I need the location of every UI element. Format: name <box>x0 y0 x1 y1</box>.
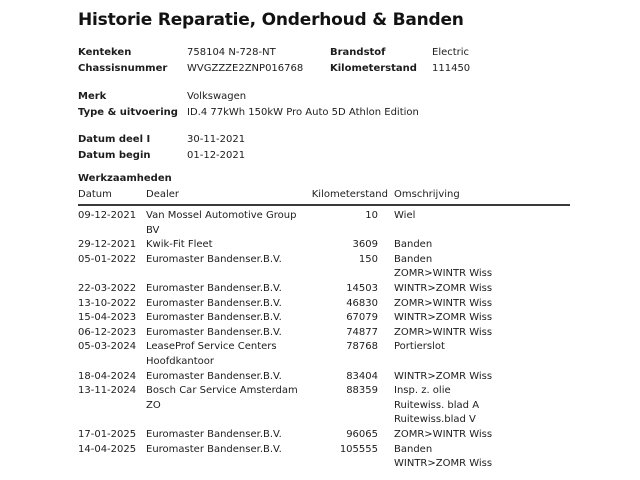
cell-kilometerstand-line: 3609 <box>352 239 378 251</box>
vehicle-id-section <box>78 45 630 76</box>
column-header-omschrijving: Omschrijving <box>394 189 460 200</box>
cell-dealer-line: Van Mossel Automotive Group BV <box>146 210 297 236</box>
table-row <box>78 253 570 282</box>
cell-omschrijving <box>388 428 570 443</box>
cell-kilometerstand-line: 14503 <box>346 282 378 294</box>
cell-datum <box>78 428 146 443</box>
cell-omschrijving-line: ZOMR>WINTR Wiss <box>394 326 493 338</box>
cell-dealer <box>146 238 310 253</box>
cell-datum-line: 05-03-2024 <box>78 341 137 353</box>
cell-omschrijving <box>388 209 570 238</box>
merk-value: Volkswagen <box>187 91 247 102</box>
cell-kilometerstand-line: 83404 <box>346 370 378 382</box>
cell-omschrijving-line: WINTR>ZOMR Wiss <box>394 312 493 324</box>
cell-datum-line: 13-11-2024 <box>78 385 137 397</box>
cell-datum <box>78 370 146 385</box>
type-uitvoering-value: ID.4 77kWh 150kW Pro Auto 5D Athlon Edition <box>187 106 419 118</box>
cell-datum <box>78 340 146 369</box>
werkzaamheden-table <box>78 188 570 472</box>
cell-dealer-line: Euromaster Bandenser.B.V. <box>146 312 282 324</box>
cell-datum-line: 15-04-2023 <box>78 312 137 324</box>
cell-omschrijving <box>388 297 570 312</box>
table-row <box>78 282 570 297</box>
cell-dealer-line: Euromaster Bandenser.B.V. <box>146 297 282 309</box>
cell-dealer-line: Euromaster Bandenser.B.V. <box>146 428 282 440</box>
cell-dealer-line: Euromaster Bandenser.B.V. <box>146 326 282 338</box>
cell-datum <box>78 253 146 282</box>
cell-dealer <box>146 209 310 238</box>
cell-dealer <box>146 370 310 385</box>
cell-kilometerstand-line: 96065 <box>346 428 378 440</box>
table-row <box>78 340 570 369</box>
cell-omschrijving-line: WINTR>ZOMR Wiss <box>394 370 493 382</box>
cell-dealer-line: Bosch Car Service Amsterdam ZO <box>146 385 298 411</box>
cell-omschrijving <box>388 384 570 428</box>
cell-datum <box>78 326 146 341</box>
kenteken-value: 758104 N-728-NT <box>187 47 276 58</box>
cell-omschrijving-line: WINTR>ZOMR Wiss <box>394 282 493 294</box>
merk-label: Merk <box>78 91 107 102</box>
cell-omschrijving <box>388 238 570 253</box>
cell-dealer <box>146 340 310 369</box>
cell-dealer <box>146 326 310 341</box>
cell-dealer-line: Kwik-Fit Fleet <box>146 239 213 251</box>
cell-omschrijving <box>388 282 570 297</box>
table-row <box>78 311 570 326</box>
cell-kilometerstand-line: 10 <box>365 210 378 221</box>
cell-omschrijving <box>388 311 570 326</box>
cell-dealer <box>146 428 310 443</box>
cell-omschrijving-line: Banden <box>394 239 433 251</box>
cell-dealer <box>146 443 310 472</box>
cell-omschrijving-line: Banden <box>394 443 433 455</box>
table-rows <box>78 206 570 472</box>
brandstof-value: Electric <box>432 47 470 58</box>
cell-omschrijving-line: Wiel <box>394 210 416 221</box>
cell-dealer <box>146 384 310 428</box>
kilometerstand-value: 111450 <box>432 62 471 74</box>
cell-kilometerstand-line: 88359 <box>346 385 378 397</box>
cell-datum <box>78 384 146 428</box>
table-row <box>78 297 570 312</box>
table-row <box>78 209 570 238</box>
datum-deel1-value: 30-11-2021 <box>187 134 246 145</box>
cell-omschrijving-line: ZOMR>WINTR Wiss <box>394 297 493 309</box>
cell-kilometerstand-line: 78768 <box>346 341 378 353</box>
cell-datum-line: 29-12-2021 <box>78 239 137 251</box>
table-row <box>78 428 570 443</box>
cell-omschrijving-line: Portierslot <box>394 341 445 353</box>
cell-kilometerstand <box>310 384 388 428</box>
cell-dealer-line: LeaseProf Service Centers <box>146 341 277 353</box>
cell-omschrijving-line: WINTR>ZOMR Wiss <box>394 458 493 470</box>
cell-kilometerstand <box>310 428 388 443</box>
cell-kilometerstand-line: 150 <box>358 253 378 265</box>
cell-datum <box>78 297 146 312</box>
cell-kilometerstand <box>310 340 388 369</box>
cell-datum-line: 05-01-2022 <box>78 253 137 265</box>
column-header-dealer: Dealer <box>146 189 180 200</box>
cell-kilometerstand-line: 46830 <box>346 297 378 309</box>
cell-datum-line: 18-04-2024 <box>78 370 137 382</box>
cell-omschrijving <box>388 340 570 369</box>
cell-dealer-line: Euromaster Bandenser.B.V. <box>146 370 282 382</box>
cell-kilometerstand <box>310 443 388 472</box>
cell-datum-line: 06-12-2023 <box>78 326 137 338</box>
cell-kilometerstand-line: 74877 <box>346 326 378 338</box>
cell-datum <box>78 443 146 472</box>
column-header-kilometerstand: Kilometerstand <box>311 189 388 200</box>
datum-deel1-label: Datum deel I <box>78 134 151 145</box>
cell-datum-line: 09-12-2021 <box>78 210 137 221</box>
table-row <box>78 326 570 341</box>
chassisnummer-value: WVGZZZE2ZNP016768 <box>187 62 304 74</box>
cell-kilometerstand <box>310 253 388 282</box>
cell-kilometerstand <box>310 326 388 341</box>
cell-dealer-line: Euromaster Bandenser.B.V. <box>146 443 282 455</box>
table-row <box>78 384 570 428</box>
cell-datum-line: 17-01-2025 <box>78 428 137 440</box>
brandstof-label: Brandstof <box>330 47 386 58</box>
page-title: Historie Reparatie, Onderhoud & Banden <box>78 10 464 30</box>
table-row <box>78 443 570 472</box>
table-row <box>78 238 570 253</box>
cell-kilometerstand <box>310 282 388 297</box>
cell-omschrijving <box>388 326 570 341</box>
cell-dealer-line: Euromaster Bandenser.B.V. <box>146 282 282 294</box>
cell-omschrijving-line: Insp. z. olie <box>394 385 451 397</box>
cell-datum <box>78 209 146 238</box>
kilometerstand-label: Kilometerstand <box>330 62 417 74</box>
cell-omschrijving <box>388 370 570 385</box>
cell-omschrijving-line: ZOMR>WINTR Wiss <box>394 268 493 280</box>
datum-begin-label: Datum begin <box>78 149 151 161</box>
cell-omschrijving-line: ZOMR>WINTR Wiss <box>394 428 493 440</box>
column-header-datum: Datum <box>78 189 112 200</box>
cell-kilometerstand <box>310 209 388 238</box>
cell-datum-line: 14-04-2025 <box>78 443 137 455</box>
werkzaamheden-section-title: Werkzaamheden <box>78 173 172 184</box>
cell-dealer-line: Hoofdkantoor <box>146 355 214 367</box>
cell-dealer <box>146 311 310 326</box>
cell-dealer <box>146 297 310 312</box>
cell-datum-line: 13-10-2022 <box>78 297 137 309</box>
cell-omschrijving <box>388 443 570 472</box>
cell-kilometerstand-line: 67079 <box>346 312 378 324</box>
datum-begin-value: 01-12-2021 <box>187 149 246 161</box>
chassisnummer-label: Chassisnummer <box>78 62 168 74</box>
cell-dealer <box>146 282 310 297</box>
cell-datum-line: 22-03-2022 <box>78 282 137 294</box>
cell-kilometerstand <box>310 370 388 385</box>
cell-kilometerstand <box>310 311 388 326</box>
vehicle-model-section <box>78 89 630 120</box>
cell-omschrijving-line: Ruitewiss. blad A <box>394 399 480 411</box>
cell-datum <box>78 238 146 253</box>
cell-kilometerstand <box>310 297 388 312</box>
cell-omschrijving-line: Ruitewiss.blad V <box>394 414 476 426</box>
cell-dealer <box>146 253 310 282</box>
cell-kilometerstand <box>310 238 388 253</box>
type-uitvoering-label: Type & uitvoering <box>78 106 178 118</box>
registration-dates-section <box>78 132 630 163</box>
cell-omschrijving <box>388 253 570 282</box>
cell-datum <box>78 311 146 326</box>
cell-omschrijving-line: Banden <box>394 253 433 265</box>
cell-dealer-line: Euromaster Bandenser.B.V. <box>146 253 282 265</box>
cell-datum <box>78 282 146 297</box>
table-header-row <box>78 188 570 206</box>
table-row <box>78 370 570 385</box>
cell-kilometerstand-line: 105555 <box>339 443 378 455</box>
kenteken-label: Kenteken <box>78 47 132 58</box>
